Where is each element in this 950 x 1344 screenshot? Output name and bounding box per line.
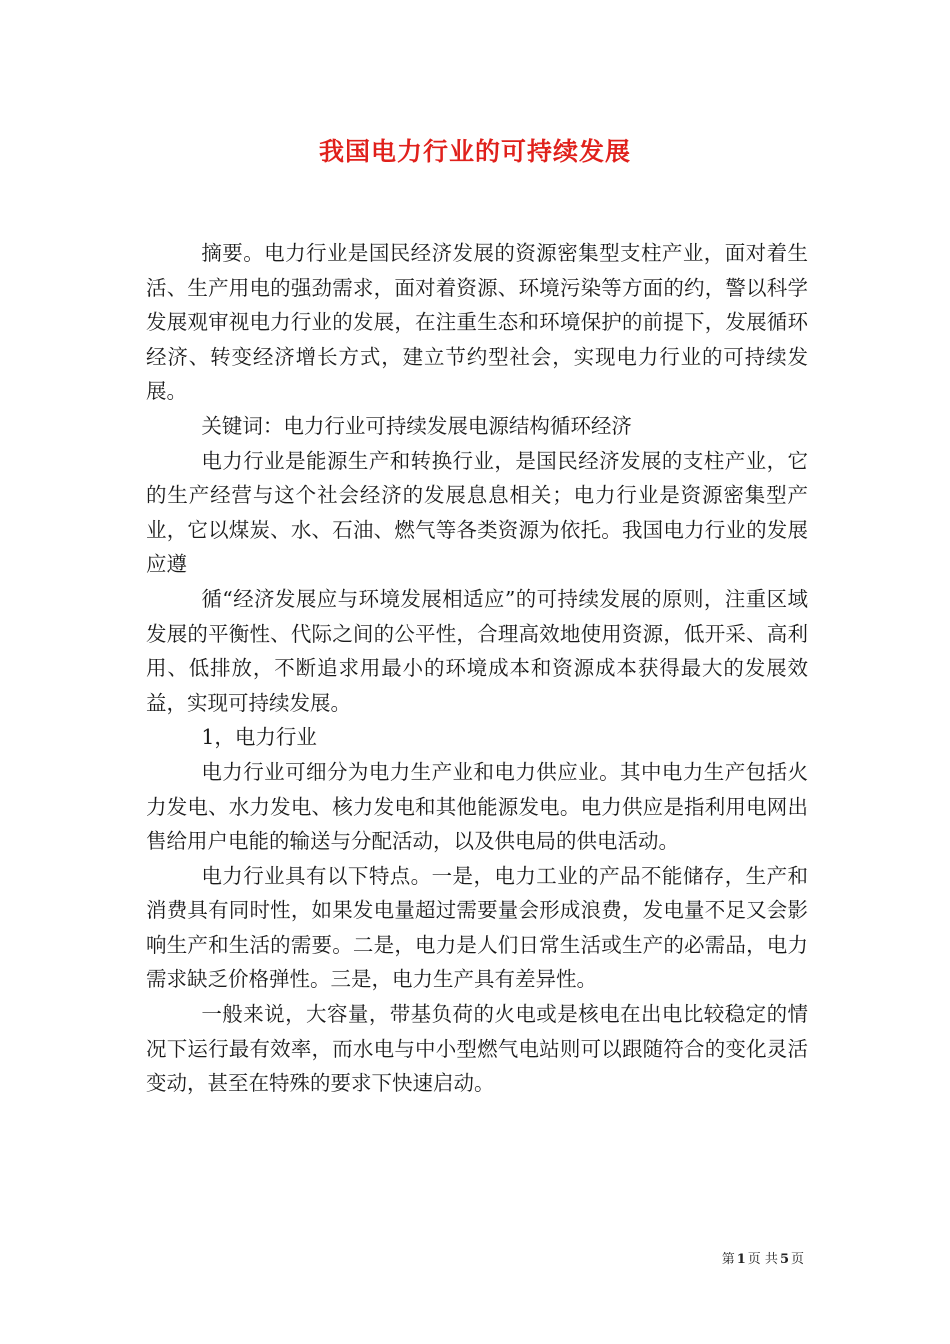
footer-prefix: 第 [721,1252,735,1267]
page-footer [722,1248,804,1267]
section-heading: 1，电力行业 [201,725,317,750]
total-pages-number: 5 [779,1252,789,1267]
current-page-number: 1 [736,1252,746,1267]
document-body [146,236,808,1101]
body-paragraph: 电力行业具有以下特点。一是，电力工业的产品不能储存，生产和消费具有同时性，如果发电量超过需要量会形成浪费，发电量不足又会影响生产和生活的需要。二是，电力是人们日常生活或生产的必需品，电力需求缺乏价格弹性。三是，电力生产具有差异性。 [146,863,808,992]
body-paragraph: 循“经济发展应与环境发展相适应”的可持续发展的原则，注重区域发展的平衡性、代际之间的公平性，合理高效地使用资源，低开采、高利用、低排放，不断追求用最小的环境成本和资源成本获得最大的发展效益，实现可持续发展。 [146,586,808,715]
footer-suffix: 页 [790,1252,804,1267]
abstract-paragraph: 摘要。电力行业是国民经济发展的资源密集型支柱产业，面对着生活、生产用电的强劲需求，面对着资源、环境污染等方面的约，警以科学发展观审视电力行业的发展，在注重生态和环境保护的前提下，发展循环经济、转变经济增长方式，建立节约型社会，实现电力行业的可持续发展。 [146,241,808,404]
body-paragraph: 电力行业是能源生产和转换行业，是国民经济发展的支柱产业，它的生产经营与这个社会经济的发展息息相关；电力行业是资源密集型产业，它以煤炭、水、石油、燃气等各类资源为依托。我国电力行业的发展应遵 [146,448,808,577]
document-title: 我国电力行业的可持续发展 [318,137,631,166]
body-paragraph: 一般来说，大容量，带基负荷的火电或是核电在出电比较稳定的情况下运行最有效率，而水电与中小型燃气电站则可以跟随符合的变化灵活变动，甚至在特殊的要求下快速启动。 [146,1002,808,1096]
keywords-paragraph: 关键词：电力行业可持续发展电源结构循环经济 [201,413,632,438]
body-paragraph: 电力行业可细分为电力生产业和电力供应业。其中电力生产包括火力发电、水力发电、核力发电和其他能源发电。电力供应是指利用电网出售给用户电能的输送与分配活动，以及供电局的供电活动。 [146,759,808,854]
footer-middle: 页 共 [747,1252,778,1267]
